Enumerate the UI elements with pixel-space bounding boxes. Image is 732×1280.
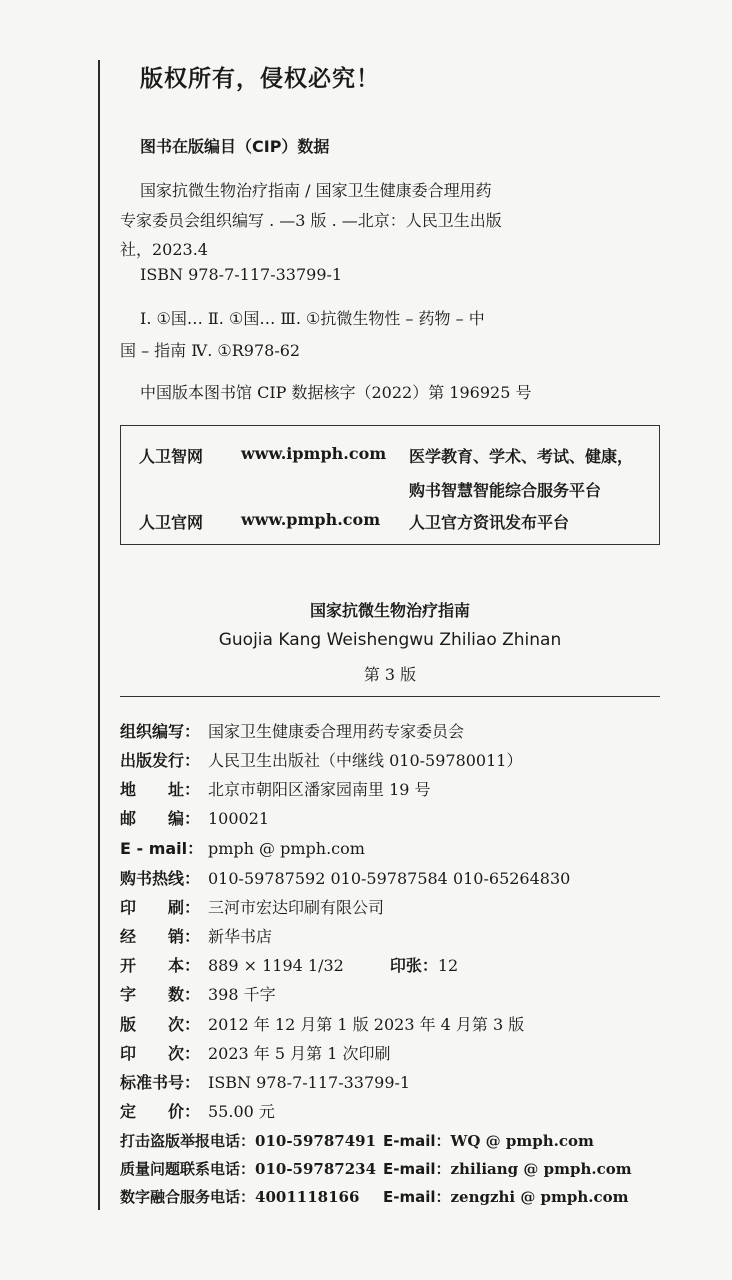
imprint-label: 印 刷： [120,898,201,917]
cip-line: 国家抗微生物治疗指南 / 国家卫生健康委合理用药 [140,181,492,200]
report-label: 打击盗版举报电话： [120,1132,256,1150]
book-title-chinese: 国家抗微生物治疗指南 [309,601,470,620]
imprint-row [120,953,458,975]
report-label: 质量问题联系电话： [120,1160,256,1178]
platform-name: 人卫官网 [139,513,204,532]
imprint-extra-value: 12 [437,956,459,975]
imprint-label: 印 次： [120,1044,201,1063]
imprint-row [120,1099,275,1121]
imprint-row [120,719,464,741]
imprint-row [120,924,272,946]
book-title-pinyin: Guojia Kang Weishengwu Zhiliao Zhinan [218,630,562,650]
imprint-value: 010-59787592 010-59787584 010-65264830 [208,869,571,888]
imprint-value: 55.00 元 [208,1102,275,1121]
imprint-value: 398 千字 [208,985,276,1004]
cip-line: ISBN 978-7-117-33799-1 [140,265,343,284]
platform-url[interactable]: www.ipmph.com [241,444,387,463]
imprint-row [120,982,276,1004]
imprint-row [120,1070,410,1092]
imprint-label: 购书热线： [120,869,201,888]
imprint-value: 人民卫生出版社（中继线 010-59780011） [208,751,523,770]
imprint-row [120,866,570,888]
imprint-value: 三河市宏达印刷有限公司 [208,898,385,917]
imprint-value: ISBN 978-7-117-33799-1 [208,1073,411,1092]
imprint-label: 定 价： [120,1102,201,1121]
report-email-label: E-mail： [383,1160,451,1178]
platform-desc: 人卫官方资讯发布平台 [409,513,570,532]
imprint-row [120,748,522,770]
imprint-value[interactable]: pmph @ pmph.com [208,839,365,858]
platform-desc: 购书智慧智能综合服务平台 [409,481,602,500]
imprint-row [120,1012,524,1034]
imprint-row [120,836,365,858]
report-row [120,1186,629,1207]
imprint-label: 出版发行： [120,751,201,770]
report-email-label: E-mail： [383,1188,451,1206]
imprint-label: 开 本： [120,956,201,975]
report-phone: 010-59787491 [255,1132,377,1150]
imprint-value: 889 × 1194 1/32 [208,956,344,975]
report-label: 数字融合服务电话： [120,1188,256,1206]
cip-line: 专家委员会组织编写 . —3 版 . —北京：人民卫生出版 [120,211,502,230]
imprint-label: 版 次： [120,1015,201,1034]
imprint-row [120,777,431,799]
copyright-notice: 版权所有，侵权必究！ [140,66,380,92]
report-email-label: E-mail： [383,1132,451,1150]
imprint-label: 经 销： [120,927,201,946]
report-row [120,1130,594,1151]
imprint-label: 字 数： [120,985,201,1004]
report-row [120,1158,632,1179]
imprint-label: E - mail： [120,839,204,858]
divider [120,696,660,697]
report-email[interactable]: zengzhi @ pmph.com [450,1188,629,1206]
imprint-value: 北京市朝阳区潘家园南里 19 号 [208,780,431,799]
platform-url[interactable]: www.pmph.com [241,510,381,529]
platform-desc: 医学教育、学术、考试、健康， [409,447,634,466]
platform-box [120,425,660,545]
edition-label: 第 3 版 [363,665,417,684]
cip-line: Ⅰ. ①国… Ⅱ. ①国… Ⅲ. ①抗微生物性 – 药物 – 中 [140,309,485,328]
imprint-value: 国家卫生健康委合理用药专家委员会 [208,722,465,741]
imprint-row [120,1041,391,1063]
imprint-value: 100021 [208,809,270,828]
platform-name: 人卫智网 [139,447,204,466]
imprint-value: 2023 年 5 月第 1 次印刷 [208,1044,391,1063]
cip-line: 国 – 指南 Ⅳ. ①R978-62 [120,341,301,360]
report-phone: 010-59787234 [255,1160,377,1178]
imprint-row [120,895,384,917]
imprint-value: 新华书店 [208,927,273,946]
imprint-row [120,806,269,828]
imprint-label: 地 址： [120,780,201,799]
imprint-label: 标准书号： [120,1073,201,1092]
imprint-label: 邮 编： [120,809,201,828]
cip-line: 中国版本图书馆 CIP 数据核字（2022）第 196925 号 [140,383,532,402]
report-email[interactable]: zhiliang @ pmph.com [450,1160,632,1178]
report-email[interactable]: WQ @ pmph.com [450,1132,594,1150]
cip-heading: 图书在版编目（CIP）数据 [140,137,330,156]
imprint-label: 组织编写： [120,722,201,741]
imprint-value: 2012 年 12 月第 1 版 2023 年 4 月第 3 版 [208,1015,525,1034]
report-phone: 4001118166 [255,1188,360,1206]
cip-line: 社，2023.4 [120,240,208,259]
imprint-extra-label: 印张： [389,956,438,975]
